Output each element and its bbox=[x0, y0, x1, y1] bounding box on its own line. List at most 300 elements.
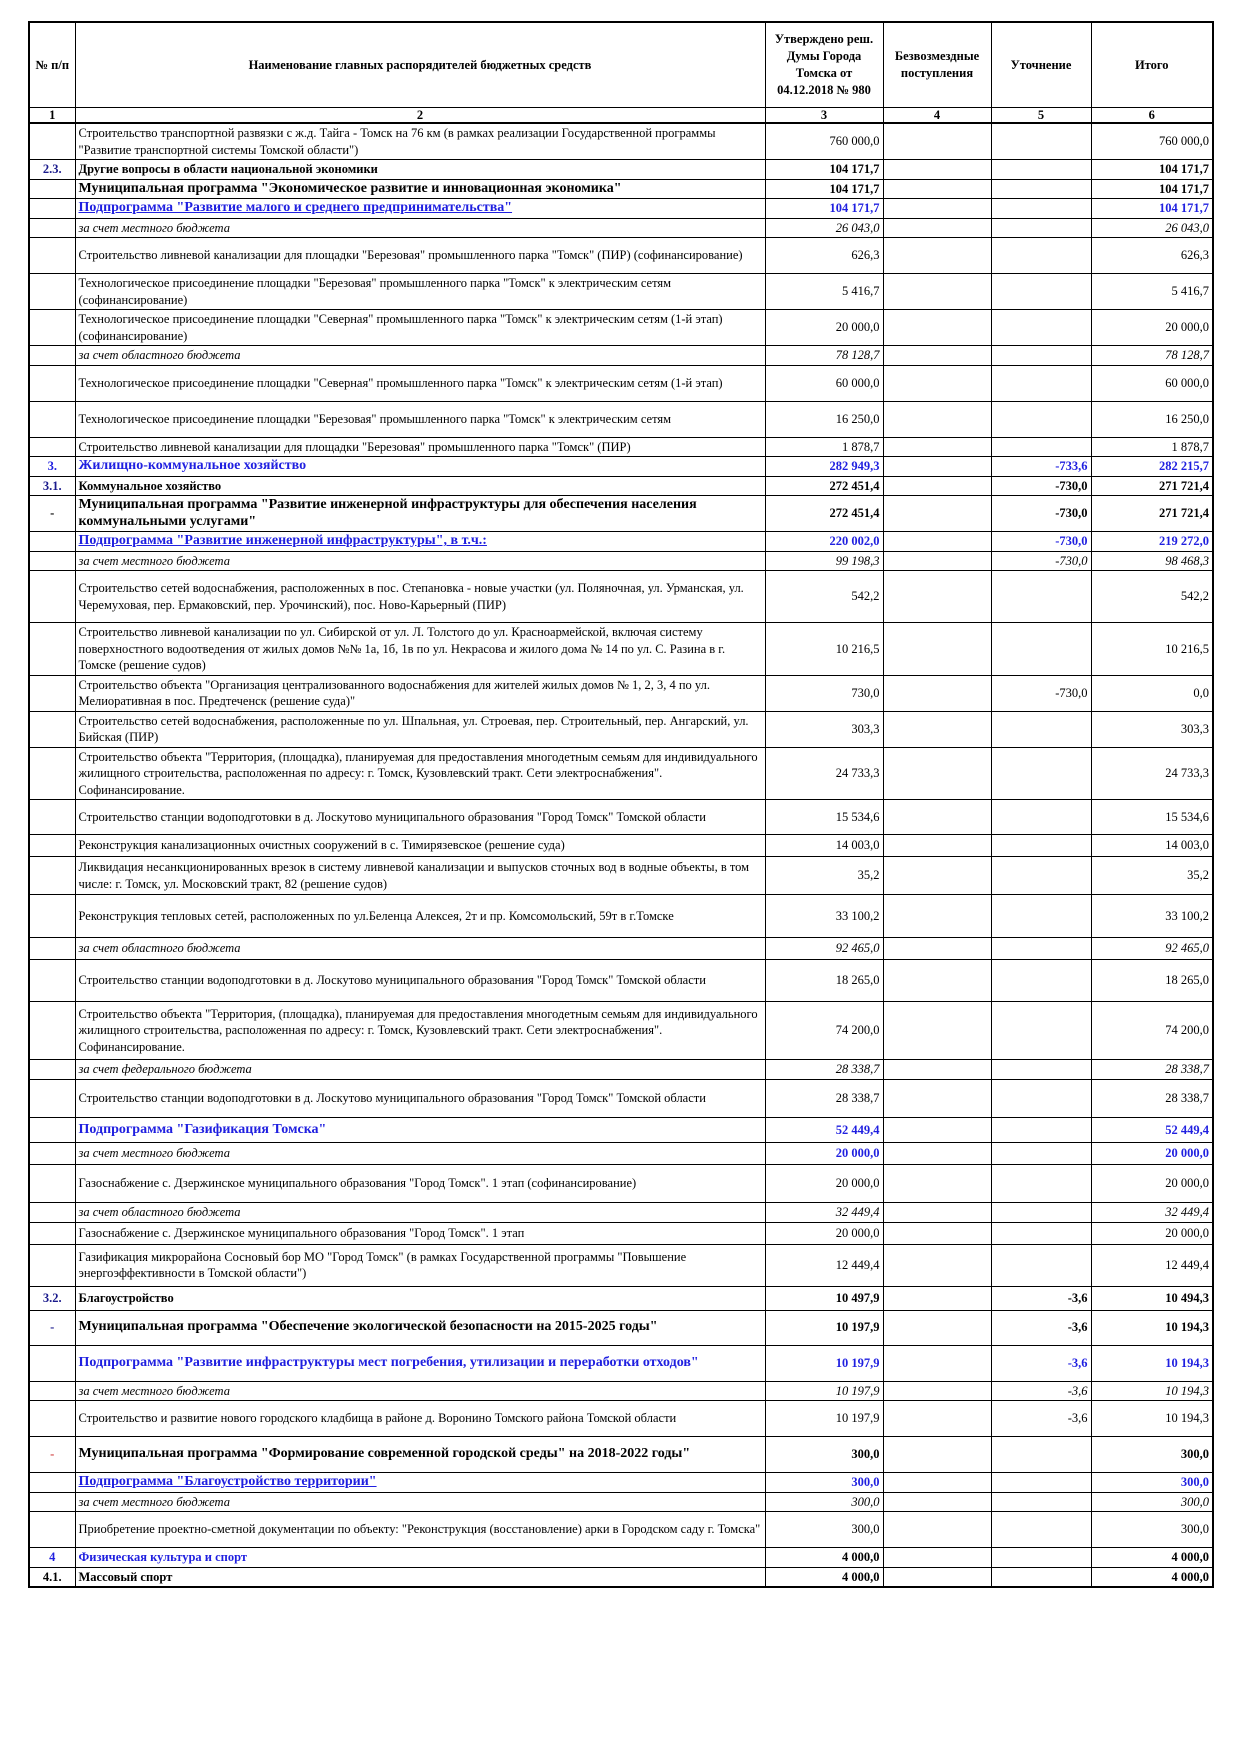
row-refinement bbox=[991, 1118, 1091, 1143]
row-free-receipts bbox=[883, 1222, 991, 1244]
row-name-text: Строительство сетей водоснабжения, расположенных в пос. Степановка - новые участки (ул. Поляночная, ул. Урманская, ул. Черемуховая, пер. Ермаковский, пер. Урочинский), пос. Ново-Карьерный (ПИР) bbox=[78, 581, 744, 612]
row-refinement: -3,6 bbox=[991, 1381, 1091, 1401]
row-number: - bbox=[29, 496, 75, 532]
row-name-text: Муниципальная программа "Экономическое развитие и инновационная экономика" bbox=[78, 180, 622, 196]
row-name-text: за счет местного бюджета bbox=[78, 220, 230, 235]
row-name bbox=[75, 1165, 765, 1203]
row-number bbox=[29, 346, 75, 366]
row-name-text: Строительство ливневой канализации для площадки "Березовая" промышленного парка "Томск" (ПИР) bbox=[78, 439, 631, 454]
row-refinement bbox=[991, 1548, 1091, 1568]
table-row bbox=[29, 1060, 1213, 1080]
row-refinement: -730,0 bbox=[991, 532, 1091, 552]
row-refinement bbox=[991, 1080, 1091, 1118]
row-refinement: -730,0 bbox=[991, 551, 1091, 571]
row-number bbox=[29, 532, 75, 552]
row-free-receipts bbox=[883, 532, 991, 552]
row-name-text: Строительство объекта "Территория, (площадка), планируемая для предоставления многодетным семьям для индивидуального жилищного строительства, расположенная по адресу: г. Томск, Кузовлевский тракт. Сети электроснабжения". Софинансирование. bbox=[78, 1006, 758, 1054]
row-number: - bbox=[29, 1310, 75, 1345]
row-total: 20 000,0 bbox=[1091, 1165, 1213, 1203]
row-refinement: -733,6 bbox=[991, 457, 1091, 477]
row-number bbox=[29, 179, 75, 199]
row-free-receipts bbox=[883, 1286, 991, 1310]
row-refinement bbox=[991, 199, 1091, 219]
row-free-receipts bbox=[883, 1310, 991, 1345]
row-number bbox=[29, 960, 75, 1002]
row-free-receipts bbox=[883, 401, 991, 437]
table-row bbox=[29, 1401, 1213, 1437]
row-total: 74 200,0 bbox=[1091, 1002, 1213, 1060]
row-name bbox=[75, 1437, 765, 1473]
row-name-text: Подпрограмма "Благоустройство территории" bbox=[78, 1474, 377, 1489]
row-total: 271 721,4 bbox=[1091, 496, 1213, 532]
table-row bbox=[29, 1203, 1213, 1223]
table-row bbox=[29, 160, 1213, 180]
column-number: 5 bbox=[991, 108, 1091, 124]
row-free-receipts bbox=[883, 1143, 991, 1165]
row-name-text: Строительство ливневой канализации для площадки "Березовая" промышленного парка "Томск" (ПИР) (софинансирование) bbox=[78, 248, 743, 263]
row-free-receipts bbox=[883, 571, 991, 623]
row-total: 20 000,0 bbox=[1091, 310, 1213, 346]
row-name-text: Реконструкция канализационных очистных сооружений в с. Тимирязевское (решение суда) bbox=[78, 838, 565, 853]
table-row bbox=[29, 1080, 1213, 1118]
table-row bbox=[29, 835, 1213, 857]
row-total: 104 171,7 bbox=[1091, 160, 1213, 180]
row-name bbox=[75, 1401, 765, 1437]
row-free-receipts bbox=[883, 1381, 991, 1401]
row-total: 10 194,3 bbox=[1091, 1345, 1213, 1381]
row-name-text: за счет областного бюджета bbox=[78, 348, 241, 362]
row-refinement bbox=[991, 1512, 1091, 1548]
header-num: № п/п bbox=[29, 22, 75, 108]
table-row bbox=[29, 1567, 1213, 1587]
row-free-receipts bbox=[883, 551, 991, 571]
row-approved: 92 465,0 bbox=[765, 938, 883, 960]
row-free-receipts bbox=[883, 1437, 991, 1473]
row-approved: 303,3 bbox=[765, 711, 883, 747]
row-total: 35,2 bbox=[1091, 857, 1213, 895]
row-number bbox=[29, 310, 75, 346]
row-name bbox=[75, 1244, 765, 1286]
row-number bbox=[29, 437, 75, 457]
row-number bbox=[29, 1345, 75, 1381]
table-row bbox=[29, 532, 1213, 552]
row-free-receipts bbox=[883, 1080, 991, 1118]
row-number bbox=[29, 711, 75, 747]
row-approved: 10 197,9 bbox=[765, 1401, 883, 1437]
row-approved: 104 171,7 bbox=[765, 160, 883, 180]
row-total: 12 449,4 bbox=[1091, 1244, 1213, 1286]
row-name-text: Физическая культура и спорт bbox=[78, 1550, 248, 1564]
row-total: 104 171,7 bbox=[1091, 199, 1213, 219]
row-name bbox=[75, 123, 765, 160]
row-free-receipts bbox=[883, 274, 991, 310]
row-number bbox=[29, 218, 75, 238]
table-row bbox=[29, 747, 1213, 800]
table-row bbox=[29, 1310, 1213, 1345]
row-refinement bbox=[991, 238, 1091, 274]
header-row bbox=[29, 22, 1213, 108]
row-refinement bbox=[991, 218, 1091, 238]
row-approved: 32 449,4 bbox=[765, 1203, 883, 1223]
row-refinement bbox=[991, 365, 1091, 401]
row-number bbox=[29, 1165, 75, 1203]
row-refinement bbox=[991, 1492, 1091, 1512]
header-free-receipts: Безвозмездные поступления bbox=[883, 22, 991, 108]
row-number: 3.1. bbox=[29, 476, 75, 496]
table-row bbox=[29, 1381, 1213, 1401]
row-total: 1 878,7 bbox=[1091, 437, 1213, 457]
row-approved: 542,2 bbox=[765, 571, 883, 623]
row-refinement bbox=[991, 571, 1091, 623]
row-free-receipts bbox=[883, 1118, 991, 1143]
row-total: 18 265,0 bbox=[1091, 960, 1213, 1002]
table-row bbox=[29, 938, 1213, 960]
row-name bbox=[75, 1203, 765, 1223]
row-approved: 20 000,0 bbox=[765, 1143, 883, 1165]
row-approved: 4 000,0 bbox=[765, 1567, 883, 1587]
row-name bbox=[75, 532, 765, 552]
row-free-receipts bbox=[883, 857, 991, 895]
row-name-text: Строительство станции водоподготовки в д. Лоскутово муниципального образования "Город Томск" Томской области bbox=[78, 809, 706, 824]
row-refinement bbox=[991, 1437, 1091, 1473]
row-name bbox=[75, 199, 765, 219]
table-row bbox=[29, 1165, 1213, 1203]
table-row bbox=[29, 365, 1213, 401]
row-free-receipts bbox=[883, 1512, 991, 1548]
row-approved: 24 733,3 bbox=[765, 747, 883, 800]
row-total: 10 194,3 bbox=[1091, 1381, 1213, 1401]
row-approved: 104 171,7 bbox=[765, 199, 883, 219]
row-free-receipts bbox=[883, 437, 991, 457]
row-free-receipts bbox=[883, 1244, 991, 1286]
table-row bbox=[29, 401, 1213, 437]
row-total: 20 000,0 bbox=[1091, 1222, 1213, 1244]
row-name bbox=[75, 1080, 765, 1118]
row-number: 4 bbox=[29, 1548, 75, 1568]
row-total: 760 000,0 bbox=[1091, 123, 1213, 160]
table-row bbox=[29, 1437, 1213, 1473]
row-name bbox=[75, 496, 765, 532]
row-number: 4.1. bbox=[29, 1567, 75, 1587]
row-name bbox=[75, 1060, 765, 1080]
row-name bbox=[75, 938, 765, 960]
row-refinement bbox=[991, 1244, 1091, 1286]
row-approved: 99 198,3 bbox=[765, 551, 883, 571]
row-name bbox=[75, 800, 765, 835]
row-total: 0,0 bbox=[1091, 675, 1213, 711]
row-refinement bbox=[991, 747, 1091, 800]
row-total: 10 194,3 bbox=[1091, 1401, 1213, 1437]
row-approved: 20 000,0 bbox=[765, 1222, 883, 1244]
row-refinement bbox=[991, 346, 1091, 366]
row-total: 78 128,7 bbox=[1091, 346, 1213, 366]
row-name bbox=[75, 571, 765, 623]
row-refinement bbox=[991, 960, 1091, 1002]
row-number bbox=[29, 274, 75, 310]
row-name bbox=[75, 1548, 765, 1568]
row-total: 52 449,4 bbox=[1091, 1118, 1213, 1143]
row-approved: 15 534,6 bbox=[765, 800, 883, 835]
row-name-text: Строительство ливневой канализации по ул. Сибирской от ул. Л. Толстого до ул. Красноармейской, включая систему поверхностного водоотведения от жилых домов №№ 1а, 1б, 1в по ул. Некрасова и жилого дома № 14 по ул. С. Разина в г. Томске (решение судов) bbox=[78, 625, 726, 672]
row-total: 626,3 bbox=[1091, 238, 1213, 274]
row-total: 10 216,5 bbox=[1091, 623, 1213, 676]
row-name-text: Подпрограмма "Развитие малого и среднего предпринимательства" bbox=[78, 200, 513, 215]
row-refinement bbox=[991, 1165, 1091, 1203]
table-row bbox=[29, 199, 1213, 219]
row-total: 16 250,0 bbox=[1091, 401, 1213, 437]
table-row bbox=[29, 895, 1213, 938]
row-name-text: Муниципальная программа "Обеспечение экологической безопасности на 2015-2025 годы" bbox=[78, 1319, 658, 1335]
row-name bbox=[75, 365, 765, 401]
table-row bbox=[29, 571, 1213, 623]
row-number: 3.2. bbox=[29, 1286, 75, 1310]
row-approved: 28 338,7 bbox=[765, 1060, 883, 1080]
row-approved: 74 200,0 bbox=[765, 1002, 883, 1060]
row-total: 4 000,0 bbox=[1091, 1548, 1213, 1568]
header-name: Наименование главных распорядителей бюджетных средств bbox=[75, 22, 765, 108]
row-total: 92 465,0 bbox=[1091, 938, 1213, 960]
row-refinement bbox=[991, 1002, 1091, 1060]
row-free-receipts bbox=[883, 711, 991, 747]
row-refinement bbox=[991, 938, 1091, 960]
row-free-receipts bbox=[883, 800, 991, 835]
column-number: 6 bbox=[1091, 108, 1213, 124]
row-total: 24 733,3 bbox=[1091, 747, 1213, 800]
row-refinement bbox=[991, 1473, 1091, 1493]
row-number bbox=[29, 1244, 75, 1286]
row-refinement: -730,0 bbox=[991, 675, 1091, 711]
row-refinement: -3,6 bbox=[991, 1345, 1091, 1381]
row-number bbox=[29, 1118, 75, 1143]
row-name-text: Реконструкция тепловых сетей, расположенных по ул.Беленца Алексея, 2т и пр. Комсомольский, 59т в г.Томске bbox=[78, 908, 674, 923]
row-total: 300,0 bbox=[1091, 1437, 1213, 1473]
row-free-receipts bbox=[883, 457, 991, 477]
table-row bbox=[29, 274, 1213, 310]
row-total: 282 215,7 bbox=[1091, 457, 1213, 477]
table-row bbox=[29, 1345, 1213, 1381]
row-free-receipts bbox=[883, 747, 991, 800]
row-total: 300,0 bbox=[1091, 1492, 1213, 1512]
row-number bbox=[29, 1381, 75, 1401]
row-approved: 26 043,0 bbox=[765, 218, 883, 238]
row-name bbox=[75, 274, 765, 310]
table-row bbox=[29, 1548, 1213, 1568]
row-approved: 282 949,3 bbox=[765, 457, 883, 477]
table-row bbox=[29, 1286, 1213, 1310]
row-total: 28 338,7 bbox=[1091, 1060, 1213, 1080]
row-name-text: Муниципальная программа "Формирование современной городской среды" на 2018-2022 годы" bbox=[78, 1446, 691, 1462]
row-refinement bbox=[991, 1567, 1091, 1587]
column-number: 2 bbox=[75, 108, 765, 124]
row-total: 15 534,6 bbox=[1091, 800, 1213, 835]
table-row bbox=[29, 457, 1213, 477]
row-name-text: Подпрограмма "Развитие инженерной инфраструктуры", в т.ч.: bbox=[78, 533, 487, 548]
table-body bbox=[29, 123, 1213, 1587]
row-number bbox=[29, 1080, 75, 1118]
row-number bbox=[29, 835, 75, 857]
row-name-text: за счет местного бюджета bbox=[78, 1146, 230, 1161]
row-approved: 626,3 bbox=[765, 238, 883, 274]
row-approved: 104 171,7 bbox=[765, 179, 883, 199]
row-name bbox=[75, 1567, 765, 1587]
row-total: 10 194,3 bbox=[1091, 1310, 1213, 1345]
table-row bbox=[29, 476, 1213, 496]
row-name bbox=[75, 437, 765, 457]
row-number bbox=[29, 747, 75, 800]
row-name bbox=[75, 160, 765, 180]
row-number bbox=[29, 1002, 75, 1060]
row-refinement: -3,6 bbox=[991, 1401, 1091, 1437]
row-refinement bbox=[991, 401, 1091, 437]
row-free-receipts bbox=[883, 496, 991, 532]
row-approved: 1 878,7 bbox=[765, 437, 883, 457]
row-refinement: -3,6 bbox=[991, 1310, 1091, 1345]
row-refinement bbox=[991, 623, 1091, 676]
row-free-receipts bbox=[883, 218, 991, 238]
row-refinement bbox=[991, 895, 1091, 938]
row-name-text: Технологическое присоединение площадки "Северная" промышленного парка "Томск" к электрическим сетям (1-й этап) bbox=[78, 375, 723, 390]
row-name-text: Коммунальное хозяйство bbox=[78, 478, 222, 493]
row-refinement bbox=[991, 857, 1091, 895]
row-approved: 300,0 bbox=[765, 1492, 883, 1512]
row-free-receipts bbox=[883, 476, 991, 496]
table-row bbox=[29, 551, 1213, 571]
row-name bbox=[75, 238, 765, 274]
row-number bbox=[29, 199, 75, 219]
row-total: 98 468,3 bbox=[1091, 551, 1213, 571]
row-approved: 20 000,0 bbox=[765, 310, 883, 346]
row-approved: 300,0 bbox=[765, 1512, 883, 1548]
row-approved: 35,2 bbox=[765, 857, 883, 895]
row-approved: 10 497,9 bbox=[765, 1286, 883, 1310]
row-total: 5 416,7 bbox=[1091, 274, 1213, 310]
row-approved: 272 451,4 bbox=[765, 496, 883, 532]
table-row bbox=[29, 960, 1213, 1002]
row-number bbox=[29, 1473, 75, 1493]
row-free-receipts bbox=[883, 199, 991, 219]
row-approved: 272 451,4 bbox=[765, 476, 883, 496]
row-total: 542,2 bbox=[1091, 571, 1213, 623]
row-name-text: Технологическое присоединение площадки "Березовая" промышленного парка "Томск" к электрическим сетям bbox=[78, 411, 672, 426]
row-name-text: Технологическое присоединение площадки "Северная" промышленного парка "Томск" к электрическим сетям (1-й этап) (софинансирование) bbox=[78, 312, 723, 343]
row-refinement bbox=[991, 1203, 1091, 1223]
row-name bbox=[75, 747, 765, 800]
row-total: 32 449,4 bbox=[1091, 1203, 1213, 1223]
row-approved: 16 250,0 bbox=[765, 401, 883, 437]
row-free-receipts bbox=[883, 1492, 991, 1512]
row-refinement: -3,6 bbox=[991, 1286, 1091, 1310]
row-number: - bbox=[29, 1437, 75, 1473]
row-free-receipts bbox=[883, 1473, 991, 1493]
row-total: 104 171,7 bbox=[1091, 179, 1213, 199]
row-free-receipts bbox=[883, 346, 991, 366]
row-name bbox=[75, 179, 765, 199]
row-name-text: Другие вопросы в области национальной экономики bbox=[78, 162, 378, 176]
row-name-text: за счет местного бюджета bbox=[78, 1383, 230, 1398]
row-name bbox=[75, 1512, 765, 1548]
table-row bbox=[29, 437, 1213, 457]
table-row bbox=[29, 1244, 1213, 1286]
row-name bbox=[75, 895, 765, 938]
column-number-row bbox=[29, 108, 1213, 124]
row-name bbox=[75, 1143, 765, 1165]
row-name-text: Газификация микрорайона Сосновый бор МО "Город Томск" (в рамках Государственной программы "Повышение энергоэффективности в Томской области") bbox=[78, 1249, 687, 1280]
table-row bbox=[29, 711, 1213, 747]
row-total: 60 000,0 bbox=[1091, 365, 1213, 401]
row-number bbox=[29, 938, 75, 960]
table-row bbox=[29, 310, 1213, 346]
row-name bbox=[75, 857, 765, 895]
header-total: Итого bbox=[1091, 22, 1213, 108]
row-approved: 33 100,2 bbox=[765, 895, 883, 938]
row-name-text: Газоснабжение с. Дзержинское муниципального образования "Город Томск". 1 этап (софинансирование) bbox=[78, 1176, 637, 1191]
row-name-text: за счет федерального бюджета bbox=[78, 1062, 252, 1077]
row-approved: 12 449,4 bbox=[765, 1244, 883, 1286]
row-name bbox=[75, 1473, 765, 1493]
row-approved: 20 000,0 bbox=[765, 1165, 883, 1203]
row-name-text: за счет областного бюджета bbox=[78, 941, 241, 956]
row-name bbox=[75, 1492, 765, 1512]
row-number bbox=[29, 238, 75, 274]
row-refinement bbox=[991, 123, 1091, 160]
row-approved: 300,0 bbox=[765, 1473, 883, 1493]
row-name bbox=[75, 1381, 765, 1401]
row-name-text: Строительство станции водоподготовки в д. Лоскутово муниципального образования "Город Томск" Томской области bbox=[78, 1091, 706, 1106]
row-refinement bbox=[991, 711, 1091, 747]
row-free-receipts bbox=[883, 675, 991, 711]
row-name-text: Технологическое присоединение площадки "Березовая" промышленного парка "Томск" к электрическим сетям (софинансирование) bbox=[78, 276, 672, 307]
row-name-text: Строительство станции водоподготовки в д. Лоскутово муниципального образования "Город Томск" Томской области bbox=[78, 973, 706, 988]
row-number bbox=[29, 675, 75, 711]
row-number bbox=[29, 895, 75, 938]
row-refinement bbox=[991, 274, 1091, 310]
row-number bbox=[29, 401, 75, 437]
row-number bbox=[29, 123, 75, 160]
row-approved: 5 416,7 bbox=[765, 274, 883, 310]
row-approved: 10 216,5 bbox=[765, 623, 883, 676]
table-row bbox=[29, 1143, 1213, 1165]
row-free-receipts bbox=[883, 835, 991, 857]
row-total: 10 494,3 bbox=[1091, 1286, 1213, 1310]
row-free-receipts bbox=[883, 960, 991, 1002]
row-name bbox=[75, 346, 765, 366]
row-name bbox=[75, 1310, 765, 1345]
table-row bbox=[29, 238, 1213, 274]
row-name bbox=[75, 457, 765, 477]
table-row bbox=[29, 1118, 1213, 1143]
row-free-receipts bbox=[883, 895, 991, 938]
row-approved: 220 002,0 bbox=[765, 532, 883, 552]
row-name-text: Строительство объекта "Территория, (площадка), планируемая для предоставления многодетным семьям для индивидуального жилищного строительства, расположенная по адресу: г. Томск, Кузовлевский тракт. Сети электроснабжения". Софинансирование. bbox=[78, 749, 758, 797]
row-free-receipts bbox=[883, 938, 991, 960]
row-free-receipts bbox=[883, 1548, 991, 1568]
row-free-receipts bbox=[883, 623, 991, 676]
row-name bbox=[75, 1222, 765, 1244]
row-name bbox=[75, 675, 765, 711]
row-name bbox=[75, 960, 765, 1002]
row-refinement bbox=[991, 800, 1091, 835]
row-number bbox=[29, 800, 75, 835]
row-approved: 78 128,7 bbox=[765, 346, 883, 366]
row-total: 4 000,0 bbox=[1091, 1567, 1213, 1587]
row-total: 26 043,0 bbox=[1091, 218, 1213, 238]
row-free-receipts bbox=[883, 365, 991, 401]
row-name-text: Подпрограмма "Развитие инфраструктуры мест погребения, утилизации и переработки отходов" bbox=[78, 1354, 699, 1370]
table-row bbox=[29, 857, 1213, 895]
row-name bbox=[75, 218, 765, 238]
row-approved: 760 000,0 bbox=[765, 123, 883, 160]
row-free-receipts bbox=[883, 1345, 991, 1381]
